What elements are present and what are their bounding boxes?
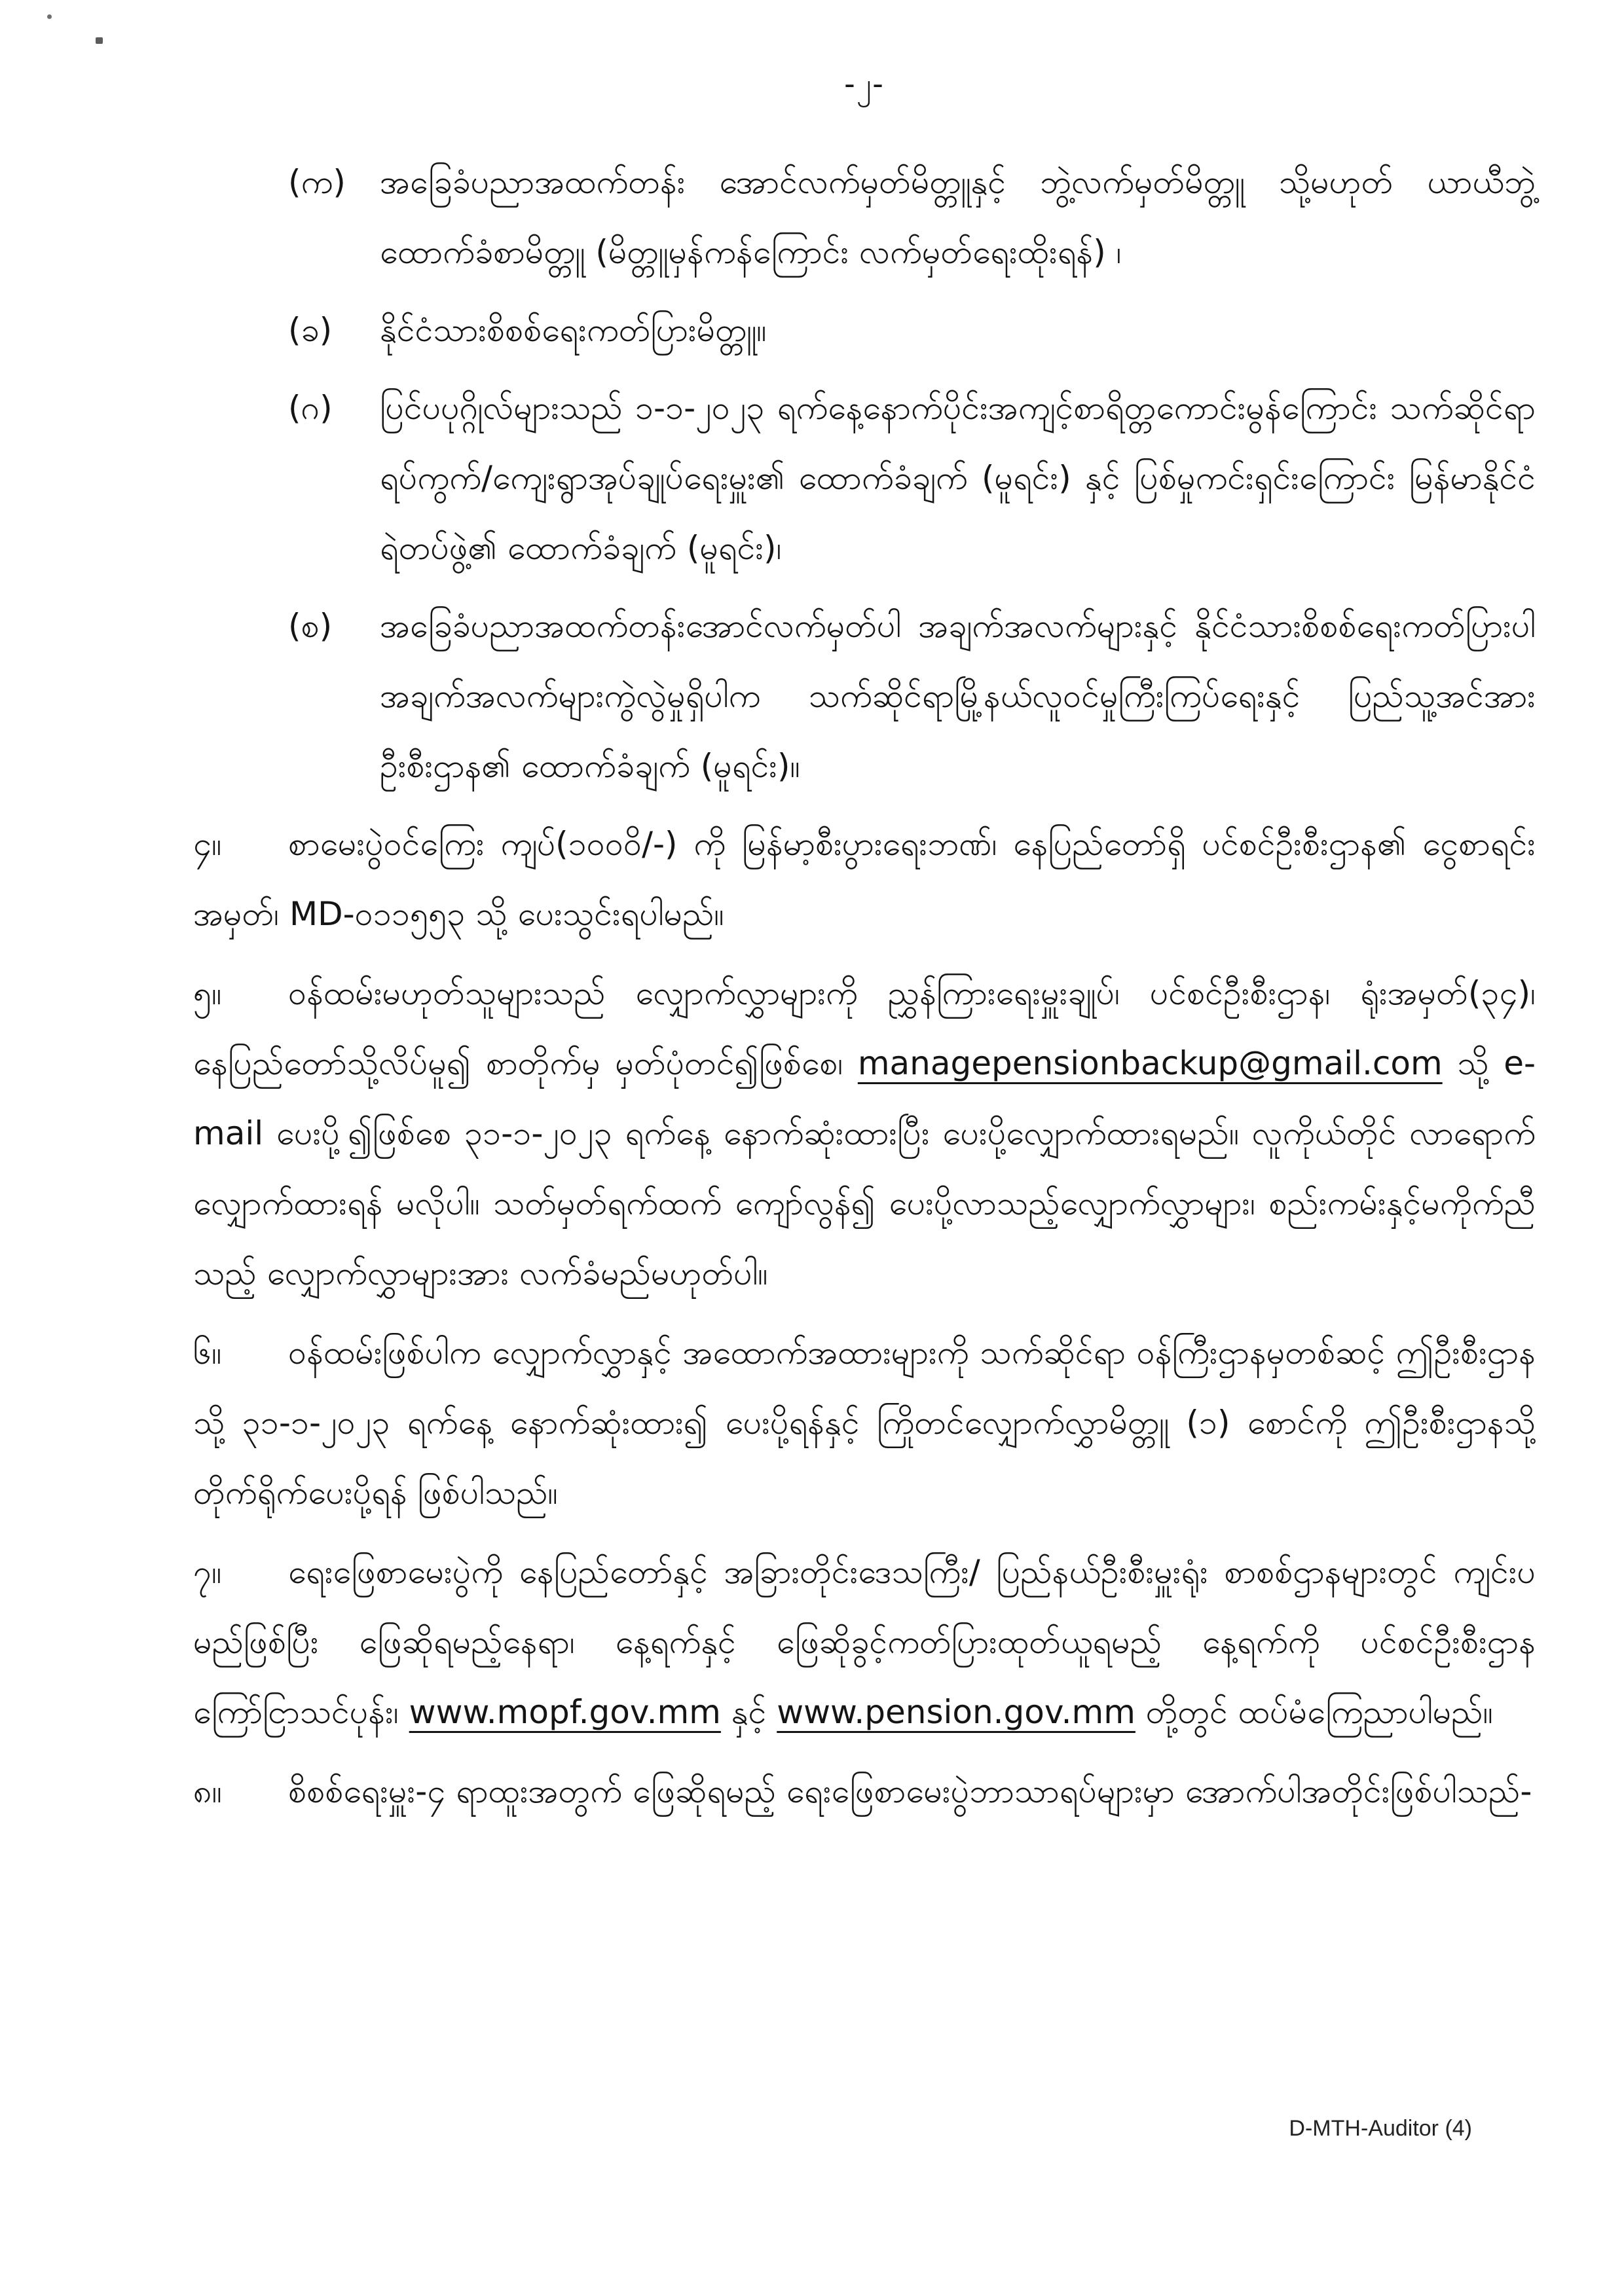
text-segment: ဝန်ထမ်းမဟုတ်သူများသည် လျှောက်လွှာများကို ညွှန်ကြားရေးမှူးချုပ်၊ ပင်စင်ဦးစီးဌာန၊ ရုံးအမှတ်(၃၄)၊ နေပြည်တော်သို့လိပ်မူ၍ စာတိုက်မှ မှတ်ပုံတင်၍ဖြစ်စေ၊ <box>193 974 1536 1082</box>
paragraph-number: ၈။ <box>193 1772 222 1810</box>
text-segment: ဝန်ထမ်းဖြစ်ပါက လျှောက်လွှာနှင့် အထောက်အထားများကို သက်ဆိုင်ရာ ဝန်ကြီးဌာနမှတစ်ဆင့် ဤဦးစီးဌာနသို့ ၃၁-၁-၂၀၂၃ ရက်နေ့ နောက်ဆုံးထား၍ ပေးပို့ရန်နှင့် ကြိုတင်လျှောက်လွှာမိတ္တူ (၁) စောင်ကို ဤဦးစီးဌာနသို့ တိုက်ရိုက်ပေးပို့ရန် ဖြစ်ပါသည်။ <box>193 1334 1536 1512</box>
list-item-text <box>380 147 1536 287</box>
list-item-marker: (ဂ) <box>288 389 333 427</box>
text-segment: အခြေခံပညာအထက်တန်း အောင်လက်မှတ်မိတ္တူနှင့် ဘွဲ့လက်မှတ်မိတ္တူ သို့မဟုတ် ယာယီဘွဲ့ထောက်ခံစာမိတ္တူ (မိတ္တူမှန်ကန်ကြောင်း လက်မှတ်ရေးထိုးရန်) ၊ <box>380 163 1536 271</box>
list-item-ga <box>288 373 1536 583</box>
text-segment: နိုင်ငံသားစိစစ်ရေးကတ်ပြားမိတ္တူ။ <box>380 311 767 349</box>
text-segment: ရေးဖြေစာမေးပွဲကို နေပြည်တော်နှင့် အခြားတိုင်းဒေသကြီး/ ပြည်နယ်ဦးစီးမှူးရုံး စာစစ်ဌာနများတွင် ကျင်းပမည်ဖြစ်ပြီး ဖြေဆိုရမည့်နေရာ၊ နေ့ရက်နှင့် ဖြေဆိုခွင့်ကတ်ပြားထုတ်ယူရမည့် နေ့ရက်ကို ပင်စင်ဦးစီးဌာနကြော်ငြာသင်ပုန်း၊ <box>193 1553 1536 1731</box>
paragraph-text <box>288 1772 1532 1810</box>
page-number: -၂- <box>844 66 885 101</box>
text-segment: တို့တွင် ထပ်မံကြေညာပါမည်။ <box>1135 1693 1493 1731</box>
list-item-text <box>380 295 1536 365</box>
underlined-link-text: www.pension.gov.mm <box>777 1693 1135 1731</box>
text-segment: သို့ e-mail ပေးပို့၍ဖြစ်စေ ၃၁-၁-၂၀၂၃ ရက်နေ့ နောက်ဆုံးထားပြီး ပေးပို့လျှောက်ထားရမည်။ လူကိုယ်တိုင် လာရောက်လျှောက်ထားရန် မလိုပါ။ သတ်မှတ်ရက်ထက် ကျော်လွန်၍ ပေးပို့လာသည့်လျှောက်လွှာများ၊ စည်းကမ်းနှင့်မကိုက်ညီသည့် လျှောက်လွှာများအား လက်ခံမည်မဟုတ်ပါ။ <box>193 1044 1536 1292</box>
list-item-ka <box>288 147 1536 287</box>
paragraph-text <box>193 1334 1536 1512</box>
list-item-kha <box>288 295 1536 365</box>
attachment-requirements-list <box>193 147 1536 801</box>
text-segment: စာမေးပွဲဝင်ကြေး ကျပ်(၁၀၀၀ိ/-) ကို မြန်မာ့စီးပွားရေးဘဏ်၊ နေပြည်တော်ရှိ ပင်စင်ဦးစီးဌာန၏ ငွေစာရင်းအမှတ်၊ MD-၀၁၁၅၅၃ သို့ ပေးသွင်းရပါမည်။ <box>193 825 1536 933</box>
list-item-sa <box>288 591 1536 801</box>
paragraph-number: ၄။ <box>193 825 222 863</box>
scan-artifact-dot <box>47 14 52 19</box>
document-body <box>193 147 1536 1827</box>
text-segment: စိစစ်ရေးမှူး-၄ ရာထူးအတွက် ဖြေဆိုရမည့် ရေးဖြေစာမေးပွဲဘာသာရပ်များမှာ အောက်ပါအတိုင်းဖြစ်ပါသည်- <box>288 1772 1532 1810</box>
text-segment: အခြေခံပညာအထက်တန်းအောင်လက်မှတ်ပါ အချက်အလက်များနှင့် နိုင်ငံသားစိစစ်ရေးကတ်ပြားပါ အချက်အလက်များကွဲလွဲမှုရှိပါက သက်ဆိုင်ရာမြို့နယ်လူဝင်မှုကြီးကြပ်ရေးနှင့် ပြည်သူ့အင်အားဦးစီးဌာန၏ ထောက်ခံချက် (မူရင်း)။ <box>380 607 1536 785</box>
paragraph-text <box>193 825 1536 933</box>
paragraph-number: ၇။ <box>193 1553 222 1591</box>
list-item-marker: (ခ) <box>288 311 333 349</box>
list-item-text <box>380 373 1536 583</box>
text-segment: နှင့် <box>720 1693 777 1731</box>
paragraph-number: ၆။ <box>193 1334 222 1372</box>
underlined-link-text: www.mopf.gov.mm <box>409 1693 721 1731</box>
list-item-marker: (စ) <box>288 607 333 645</box>
underlined-link-text: managepensionbackup@gmail.com <box>857 1044 1443 1082</box>
paragraph-text <box>193 1553 1536 1731</box>
paragraph-exam-subjects <box>193 1757 1536 1827</box>
paragraph-exam-announcement <box>193 1537 1536 1747</box>
paragraph-number: ၅။ <box>193 974 222 1012</box>
list-item-marker: (က) <box>288 163 346 201</box>
list-item-text <box>380 591 1536 801</box>
footer-reference-code: D-MTH-Auditor (4) <box>1289 2116 1472 2141</box>
paragraph-staff-submission <box>193 1318 1536 1528</box>
paragraph-application-submission <box>193 958 1536 1309</box>
paragraph-exam-fee <box>193 809 1536 949</box>
text-segment: ပြင်ပပုဂ္ဂိုလ်များသည် ၁-၁-၂၀၂၃ ရက်နေ့နောက်ပိုင်းအကျင့်စာရိတ္တကောင်းမွန်ကြောင်း သက်ဆိုင်ရာ ရပ်ကွက်/ကျေးရွာအုပ်ချုပ်ရေးမှူး၏ ထောက်ခံချက် (မူရင်း) နှင့် ပြစ်မှုကင်းရှင်းကြောင်း မြန်မာနိုင်ငံရဲတပ်ဖွဲ့၏ ထောက်ခံချက် (မူရင်း)၊ <box>380 389 1536 567</box>
scan-artifact-dot <box>96 37 103 44</box>
paragraph-text <box>193 974 1536 1292</box>
